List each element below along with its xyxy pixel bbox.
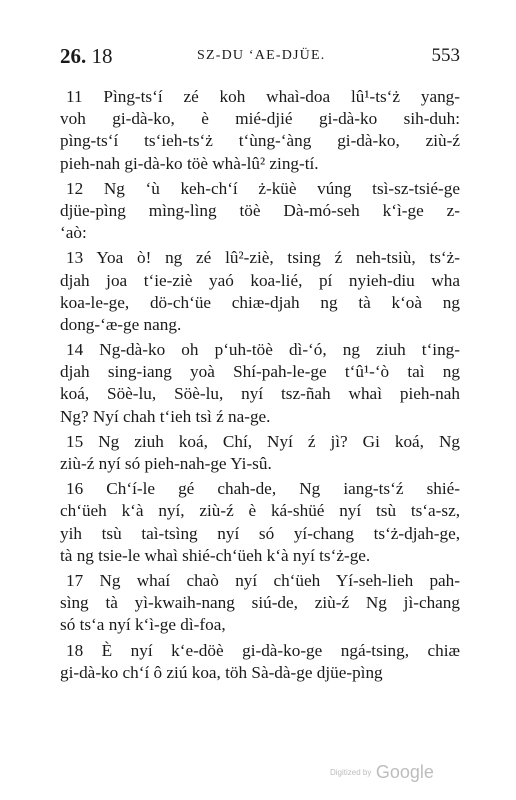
text-line: 16 Ch‘í-le gé chah-de, Ng iang-ts‘ź shié- bbox=[66, 479, 460, 499]
text-line: djüe-pìng mìng-lìng töè Dà-mó-seh k‘ì-ge z- bbox=[60, 200, 460, 220]
verse-paragraph bbox=[60, 570, 460, 637]
text-line: djah joa t‘ie-ziè yaó koa-lié, pí nyieh-diu wha bbox=[60, 270, 460, 290]
watermark-prefix: Digitized by bbox=[330, 768, 372, 777]
text-line: pieh-nah gi-dà-ko töè whà-lû² zing-tí. bbox=[60, 153, 319, 173]
verse-paragraph bbox=[60, 247, 460, 336]
text-line: yih tsù taì-tsìng nyí só yí-chang ts‘ż-djah-ge, bbox=[60, 523, 460, 543]
text-line: tà ng tsie-le whaì shié-ch‘üeh k‘à nyí ts‘ż-ge. bbox=[60, 545, 371, 565]
text-line: Ng? Nyí chah t‘ieh tsì ź na-ge. bbox=[60, 406, 271, 426]
verse-paragraph bbox=[60, 640, 460, 684]
verse-paragraph bbox=[60, 178, 460, 245]
text-line: 12 Ng ‘ù keh-ch‘í ż-küè vúng tsì-sz-tsié-ge bbox=[66, 178, 460, 198]
text-line: gi-dà-ko ch‘í ô ziú koa, töh Sà-dà-ge djüe-pìng bbox=[60, 662, 383, 682]
text-line: djah sing-iang yoà Shí-pah-le-ge t‘û¹-‘ò taì ng bbox=[60, 362, 460, 382]
body-text bbox=[60, 86, 460, 687]
text-line: voh gi-dà-ko, è mié-djié gi-dà-ko sih-duh: bbox=[60, 109, 460, 129]
section-number: 18 bbox=[91, 44, 113, 68]
verse-paragraph bbox=[60, 86, 460, 175]
text-line: ch‘üeh k‘à nyí, ziù-ź è ká-shüé nyí tsù ts‘a-sz, bbox=[60, 501, 460, 521]
text-line: ‘aò: bbox=[60, 223, 87, 243]
text-line: 13 Yoa ò! ng zé lû²-ziè, tsing ź neh-tsiù, ts‘ż- bbox=[66, 248, 460, 268]
text-line: só ts‘a nyí k‘ì-ge dì-foa, bbox=[60, 615, 226, 635]
text-line: 14 Ng-dà-ko oh p‘uh-töè dì-‘ó, ng ziuh t‘ing- bbox=[66, 340, 460, 360]
verse-paragraph bbox=[60, 339, 460, 428]
text-line: koá, Söè-lu, Söè-lu, nyí tsz-ñah whaì pieh-nah bbox=[60, 384, 460, 404]
watermark bbox=[330, 762, 434, 783]
text-line: ziù-ź nyí só pieh-nah-ge Yi-sû. bbox=[60, 454, 272, 473]
text-line: 11 Pìng-ts‘í zé koh whaì-doa lû¹-ts‘ż yang- bbox=[66, 87, 460, 106]
text-line: koa-le-ge, dö-ch‘üe chiæ-djah ng tà k‘oà ng bbox=[60, 292, 460, 312]
text-line: dong-‘æ-ge nang. bbox=[60, 314, 182, 334]
text-line: 15 Ng ziuh koá, Chí, Nyí ź jì? Gi koá, Ng bbox=[66, 431, 460, 451]
text-line: 17 Ng whaí chaò nyí ch‘üeh Yí-seh-lieh pah- bbox=[66, 570, 460, 590]
page-number: 553 bbox=[431, 45, 460, 66]
chapter-verse-ref bbox=[60, 44, 113, 69]
verse-paragraph bbox=[60, 478, 460, 567]
verse-paragraph bbox=[60, 431, 460, 475]
chapter-number: 26. bbox=[60, 44, 87, 68]
text-line: sìng tà yì-kwaih-nang siú-de, ziù-ź Ng jì-chang bbox=[60, 593, 460, 613]
running-header bbox=[60, 44, 460, 68]
text-line: pìng-ts‘í ts‘ieh-ts‘ż t‘ùng-‘àng gi-dà-ko, ziù-ź bbox=[60, 131, 460, 151]
text-line: 18 È nyí k‘e-döè gi-dà-ko-ge ngá-tsing, chiæ bbox=[66, 640, 460, 660]
running-title: SZ-DU ‘AE-DJÜE. bbox=[197, 48, 326, 63]
watermark-brand: Google bbox=[375, 762, 434, 782]
